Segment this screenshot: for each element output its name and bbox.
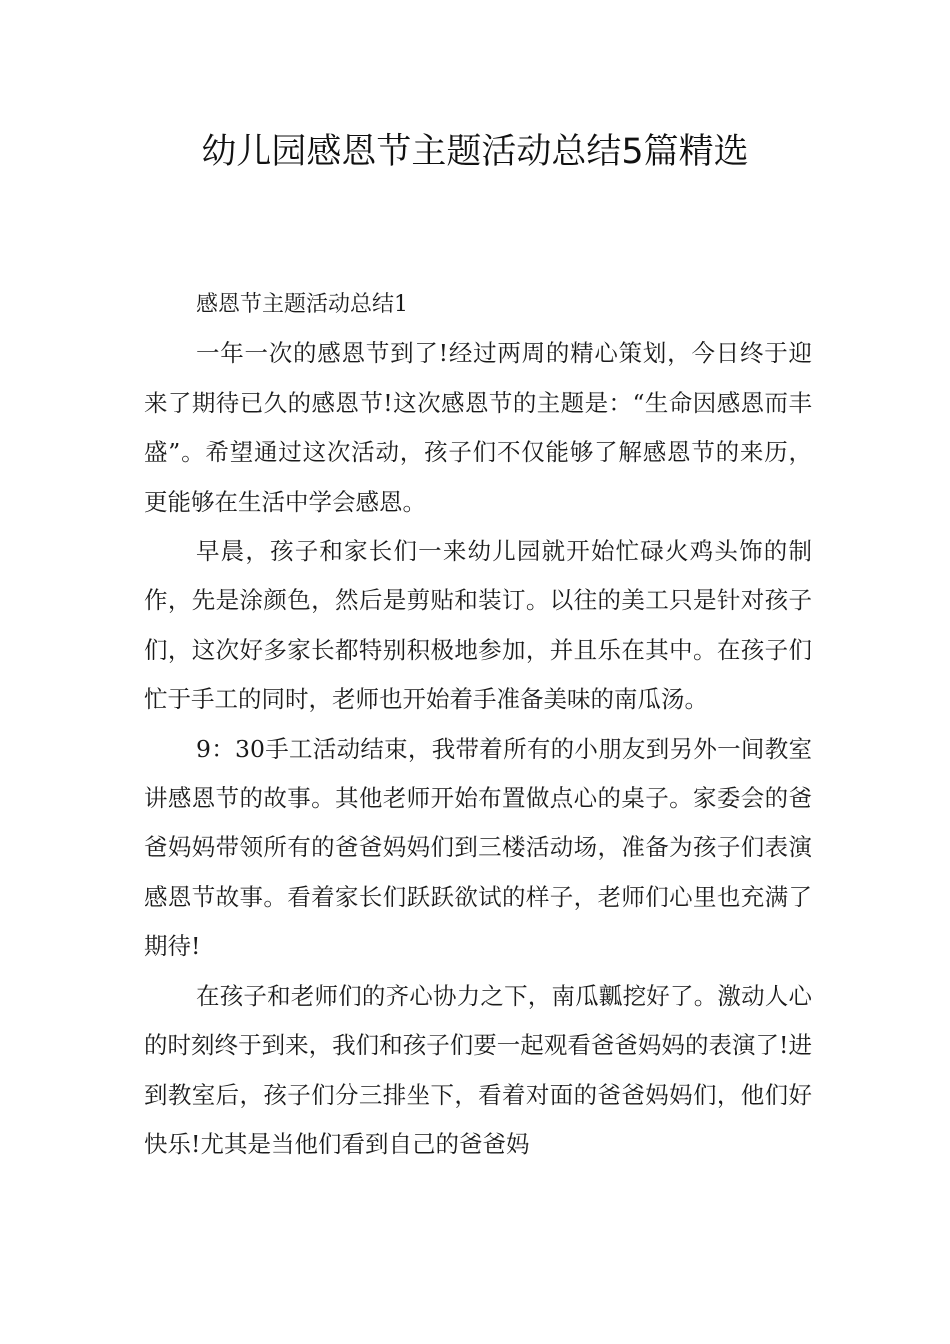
paragraph-3: 9：30手工活动结束，我带着所有的小朋友到另外一间教室讲感恩节的故事。其他老师开始布置做点心的桌子。家委会的爸爸妈妈带领所有的爸爸妈妈们到三楼活动场，准备为孩子们表演感恩节故事。看着家长们跃跃欲试的样子，老师们心里也充满了期待! <box>144 734 812 961</box>
paragraph-1: 一年一次的感恩节到了!经过两周的精心策划，今日终于迎来了期待已久的感恩节!这次感恩节的主题是：“生命因感恩而丰盛”。希望通过这次活动，孩子们不仅能够了解感恩节的来历，更能够在生活中学会感恩。 <box>144 339 812 516</box>
paragraph-4: 在孩子和老师们的齐心协力之下，南瓜瓤挖好了。激动人心的时刻终于到来，我们和孩子们要一起观看爸爸妈妈的表演了!进到教室后，孩子们分三排坐下，看着对面的爸爸妈妈们，他们好快乐!尤其是当他们看到自己的爸爸妈 <box>144 981 812 1158</box>
section-heading: 感恩节主题活动总结1 <box>196 292 408 317</box>
document-title: 幼儿园感恩节主题活动总结5篇精选 <box>201 132 749 172</box>
paragraph-2: 早晨，孩子和家长们一来幼儿园就开始忙碌火鸡头饰的制作，先是涂颜色，然后是剪贴和装订。以往的美工只是针对孩子们，这次好多家长都特别积极地参加，并且乐在其中。在孩子们忙于手工的同时，老师也开始着手准备美味的南瓜汤。 <box>144 537 812 714</box>
document-body <box>144 280 812 1169</box>
